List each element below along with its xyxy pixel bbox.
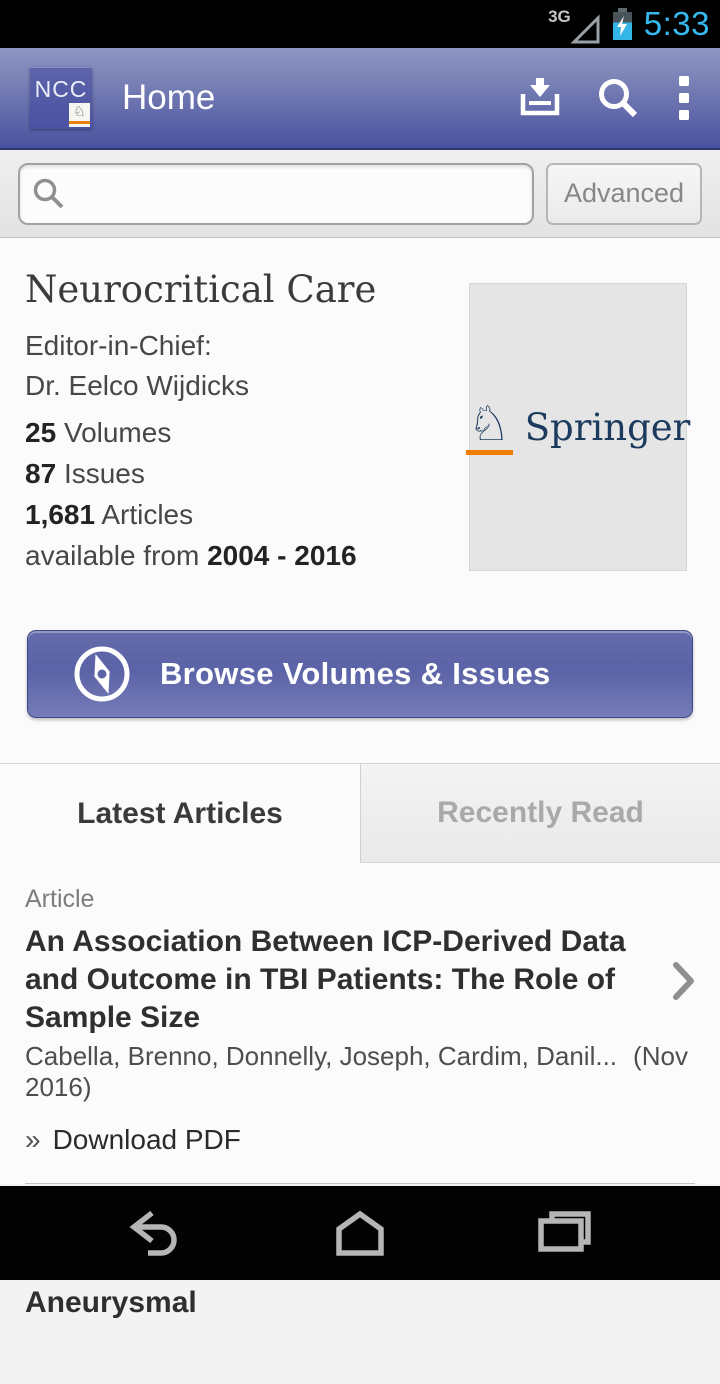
recents-button[interactable] [535,1208,593,1258]
journal-cover [467,283,691,571]
publisher-logo [466,396,691,455]
search-box[interactable] [18,163,534,225]
download-pdf-label: Download PDF [52,1124,241,1155]
browse-volumes-label: Browse Volumes & Issues [160,656,551,691]
articles-stat: 1,681 Articles [25,499,194,530]
magnifier-icon [32,177,66,211]
system-navigation-bar [0,1186,720,1280]
guillemet-icon: » [25,1124,41,1155]
home-icon [331,1209,389,1257]
recents-icon [535,1209,593,1257]
journal-title: Neurocritical Care [25,268,377,311]
article-kind-label: Article [25,885,95,913]
publisher-name: Springer [524,405,691,449]
search-strip [0,150,720,238]
article-title: An Association Between ICP-Derived Data and Outcome in TBI Patients: The Role of Sample Size [25,925,626,1034]
back-icon [127,1209,185,1257]
download-icon [517,76,563,120]
app-bar-actions [508,63,720,133]
editor-block [25,326,249,406]
springer-badge [69,103,90,127]
article-authors: Cabella, Brenno, Donnelly, Joseph, Cardim, Danil... [25,1041,618,1071]
volumes-stat: 25 Volumes [25,417,172,448]
status-bar [0,0,720,48]
advanced-search-button[interactable]: Advanced [546,163,702,225]
journal-stats [25,412,357,576]
article-row[interactable] [0,863,720,1184]
tab-recently-read[interactable]: Recently Read [360,764,720,863]
article-date: (Nov 2016) [25,1041,688,1102]
article-title: Aneurysmal [25,1286,197,1319]
tab-latest-articles[interactable]: Latest Articles [0,764,360,863]
editor-label: Editor-in-Chief: [25,330,212,361]
content [0,238,720,1319]
clock: 5:33 [643,5,710,42]
search-button[interactable] [586,63,650,133]
editor-name: Dr. Eelco Wijdicks [25,370,250,401]
springer-horse-icon: ♘ [69,103,90,124]
battery-icon [613,8,632,40]
article-list [0,863,720,1384]
back-button[interactable] [127,1208,185,1258]
charging-bolt-icon [615,15,629,37]
compass-icon [70,642,134,706]
availability-stat: available from 2004 - 2016 [25,540,357,571]
network-type-label: 3G [548,7,571,26]
downloads-button[interactable] [508,63,572,133]
issues-stat: 87 Issues [25,458,145,489]
page-title: Home [122,78,216,117]
article-meta [25,1041,695,1103]
springer-horse-icon: ♘ [466,399,513,455]
signal-strength-icon [571,13,601,45]
tab-strip [0,763,720,863]
overflow-menu-icon [678,75,690,121]
app-logo[interactable] [30,67,92,129]
download-pdf-link[interactable] [25,1124,695,1156]
search-icon [596,76,640,120]
app-logo-text: NCC [34,76,88,102]
chevron-right-icon[interactable] [672,961,696,1006]
signal-group [548,7,601,47]
home-button[interactable] [331,1208,389,1258]
search-input[interactable] [74,178,520,210]
app-bar [0,48,720,150]
browse-volumes-button[interactable] [27,630,693,718]
overflow-menu-button[interactable] [664,63,704,133]
